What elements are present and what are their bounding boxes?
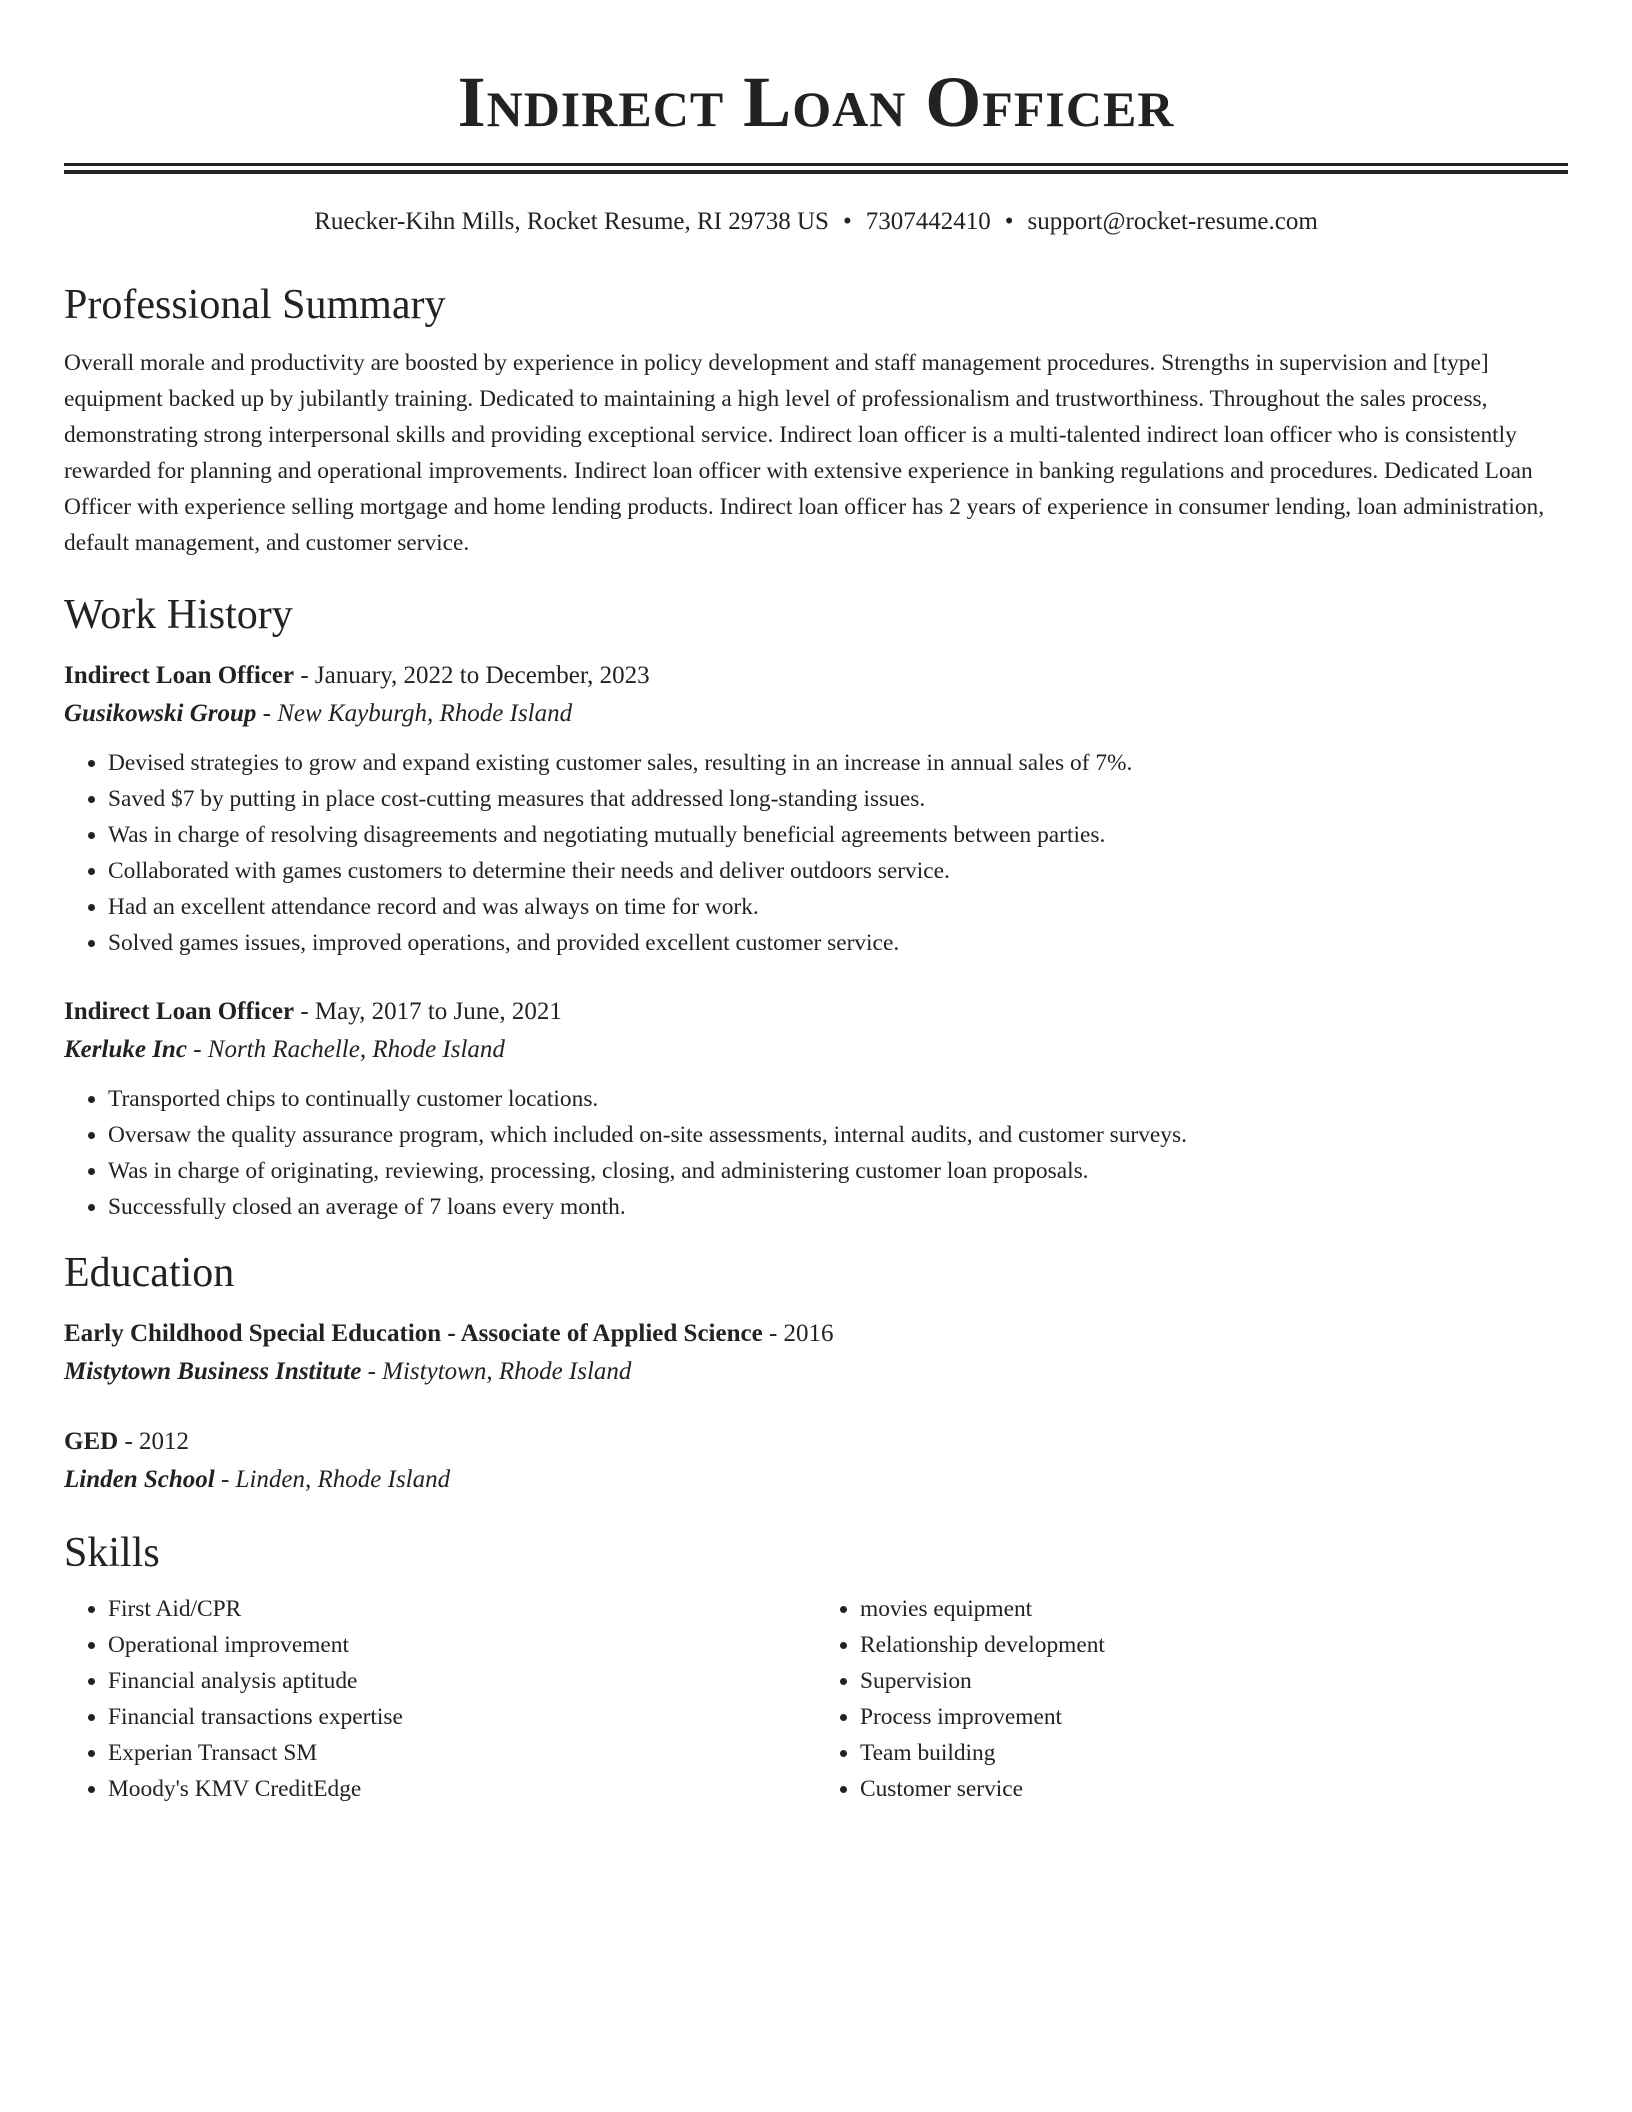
job-title-line xyxy=(64,993,1568,1031)
job-bullet: • Was in charge of originating, reviewing, processing, closing, and administering customer loan proposals. xyxy=(108,1153,1568,1189)
skill-item: • Team building xyxy=(860,1735,1568,1771)
job-bullets xyxy=(64,745,1568,961)
job-location: - North Rachelle, Rhode Island xyxy=(186,1036,505,1063)
contact-phone: 7307442410 xyxy=(865,208,991,235)
job-role: Indirect Loan Officer xyxy=(64,662,295,689)
education-entry xyxy=(64,1423,1568,1499)
contact-separator: • xyxy=(1004,208,1014,235)
skills-left-list xyxy=(64,1591,816,1807)
job-dates: - January, 2022 to December, 2023 xyxy=(294,662,650,689)
skill-item: • Experian Transact SM xyxy=(108,1735,816,1771)
job-bullet: • Successfully closed an average of 7 loans every month. xyxy=(108,1189,1568,1225)
degree-name: Early Childhood Special Education - Associate of Applied Science xyxy=(64,1320,763,1347)
skills-heading: Skills xyxy=(64,1530,160,1576)
job-bullet: • Collaborated with games customers to determine their needs and deliver outdoors service. xyxy=(108,853,1568,889)
school-location: - Mistytown, Rhode Island xyxy=(361,1358,632,1385)
skill-item: • Financial transactions expertise xyxy=(108,1699,816,1735)
job-bullet: • Solved games issues, improved operations, and provided excellent customer service. xyxy=(108,925,1568,961)
skill-item: • Operational improvement xyxy=(108,1627,816,1663)
skills-right-list xyxy=(816,1591,1568,1807)
school-name: Mistytown Business Institute xyxy=(64,1358,362,1385)
degree-year: - 2016 xyxy=(762,1320,834,1347)
job-company: Kerluke Inc xyxy=(64,1036,187,1063)
job-bullet: • Transported chips to continually customer locations. xyxy=(108,1081,1568,1117)
job-entry xyxy=(64,657,1568,961)
job-bullet: • Saved $7 by putting in place cost-cutting measures that addressed long-standing issues. xyxy=(108,781,1568,817)
job-location: - New Kayburgh, Rhode Island xyxy=(256,700,573,727)
summary-text: Overall morale and productivity are boosted by experience in policy development and staff management procedures. Strengths in supervision and [type] equipment backed up by jubilantly training. Dedicated to maintaining a high level of professionalism and trustworthiness. Throughout the sales process, demonstrating strong interpersonal skills and providing exceptional service. Indirect loan officer is a multi-talented indirect loan officer who is consistently rewarded for planning and operational improvements. Indirect loan officer with extensive experience in banking regulations and procedures. Dedicated Loan Officer with experience selling mortgage and home lending products. Indirect loan officer has 2 years of experience in consumer lending, loan administration, default management, and customer service. xyxy=(64,350,1545,556)
skill-item: • Financial analysis aptitude xyxy=(108,1663,816,1699)
skills-columns xyxy=(64,1591,1568,1807)
job-company: Gusikowski Group xyxy=(64,700,257,727)
job-company-line xyxy=(64,1031,1568,1069)
school-name: Linden School xyxy=(64,1466,215,1493)
education-heading: Education xyxy=(64,1250,235,1296)
school-line xyxy=(64,1461,1568,1499)
skill-item: • Process improvement xyxy=(860,1699,1568,1735)
contact-email: support@rocket-resume.com xyxy=(1027,208,1318,235)
skill-item: • Customer service xyxy=(860,1771,1568,1807)
job-company-line xyxy=(64,695,1568,733)
contact-address: Ruecker-Kihn Mills, Rocket Resume, RI 29738 US xyxy=(314,208,829,235)
job-title-line xyxy=(64,657,1568,695)
job-bullet: • Oversaw the quality assurance program, which included on-site assessments, internal audits, and customer surveys. xyxy=(108,1117,1568,1153)
degree-year: - 2012 xyxy=(118,1428,190,1455)
skill-item: • movies equipment xyxy=(860,1591,1568,1627)
skill-item: • Supervision xyxy=(860,1663,1568,1699)
header-double-rule xyxy=(64,163,1568,174)
skill-item: • Relationship development xyxy=(860,1627,1568,1663)
job-bullet: • Was in charge of resolving disagreements and negotiating mutually beneficial agreements between parties. xyxy=(108,817,1568,853)
skill-item: • Moody's KMV CreditEdge xyxy=(108,1771,816,1807)
contact-line xyxy=(64,205,1568,239)
resume-name: Indirect Loan Officer xyxy=(457,62,1175,142)
job-role: Indirect Loan Officer xyxy=(64,998,295,1025)
job-bullet: • Devised strategies to grow and expand existing customer sales, resulting in an increase in annual sales of 7%. xyxy=(108,745,1568,781)
work-history-heading: Work History xyxy=(64,592,293,638)
degree-line xyxy=(64,1315,1568,1353)
school-line xyxy=(64,1353,1568,1391)
summary-heading: Professional Summary xyxy=(64,282,446,328)
school-location: - Linden, Rhode Island xyxy=(214,1466,451,1493)
degree-line xyxy=(64,1423,1568,1461)
skill-item: • First Aid/CPR xyxy=(108,1591,816,1627)
education-entry xyxy=(64,1315,1568,1391)
contact-separator: • xyxy=(842,208,852,235)
job-bullets xyxy=(64,1081,1568,1225)
job-dates: - May, 2017 to June, 2021 xyxy=(294,998,562,1025)
degree-name: GED xyxy=(64,1428,119,1455)
job-bullet: • Had an excellent attendance record and was always on time for work. xyxy=(108,889,1568,925)
job-entry xyxy=(64,993,1568,1225)
